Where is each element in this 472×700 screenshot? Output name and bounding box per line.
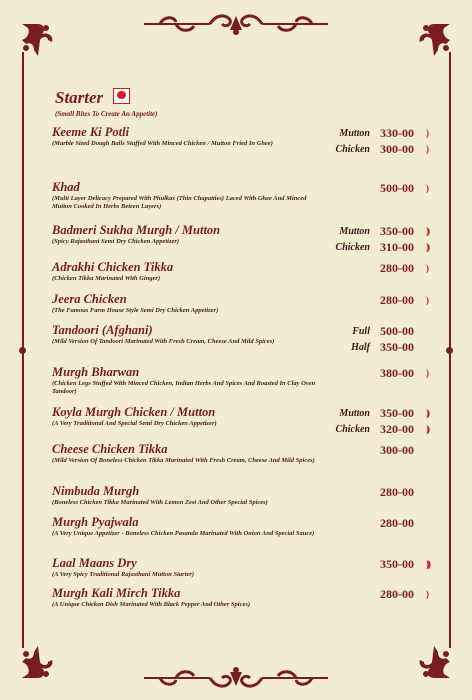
menu-item-description: (Boneless Chicken Tikka Marinated With Lemon Zest And Other Special Spices) — [52, 499, 268, 506]
menu-item — [52, 260, 440, 283]
menu-item — [52, 223, 440, 254]
menu-item — [52, 292, 440, 315]
menu-item-description: (Mild Version Of Boneless Chicken Tikka Marinated With Fresh Cream, Cheese And Mild Spices) — [52, 457, 315, 464]
price-variant: Mutton — [339, 127, 370, 139]
price-variant: Mutton — [339, 225, 370, 237]
menu-item — [52, 405, 440, 436]
price-value: 500-00 — [380, 323, 414, 338]
chili-icon: ) — [426, 295, 427, 305]
price-value: 280-00 — [380, 515, 414, 530]
menu-item-name: Koyla Murgh Chicken / Mutton — [52, 405, 216, 419]
menu-item — [52, 365, 440, 396]
price-value: 280-00 — [380, 586, 414, 601]
chili-icon: )) — [426, 226, 428, 236]
menu-item-name: Nimbuda Murgh — [52, 484, 140, 498]
price-variant: Full — [352, 325, 370, 337]
price-row — [351, 323, 440, 339]
price-value: 330-00 — [380, 125, 414, 140]
menu-item-prices — [380, 515, 440, 531]
menu-item-description: (Multi Layer Delicacy Prepared With Phulkas (Thin Chapatties) Laced With Ghee And Minced Mutton Cooked In Herbs Beteen Layers) — [52, 195, 307, 210]
price-variant: Mutton — [339, 407, 370, 419]
price-row — [336, 223, 440, 239]
menu-item-name: Badmeri Sukha Murgh / Mutton — [52, 223, 221, 237]
chili-icon: ) — [426, 368, 427, 378]
menu-item-prices — [336, 405, 440, 437]
price-row — [380, 484, 440, 500]
menu-item — [52, 125, 440, 156]
section-subtitle: (Small Bites To Create An Appetite) — [55, 110, 158, 118]
menu-item — [52, 484, 440, 507]
menu-item-prices — [380, 292, 440, 308]
menu-item-name: Murgh Pyajwala — [52, 515, 139, 529]
price-value: 350-00 — [380, 339, 414, 354]
price-variant: Chicken — [335, 241, 370, 253]
menu-item-description: (The Famous Farm House Style Semi Dry Chicken Appetizer) — [52, 307, 219, 314]
menu-item-name: Laal Maans Dry — [52, 556, 137, 570]
menu-item-description: (A Very Spicy Traditional Rajasthani Mutton Starter) — [52, 571, 195, 578]
chili-icon: ))) — [426, 559, 429, 569]
price-row — [351, 339, 440, 355]
non-veg-icon — [113, 88, 130, 104]
price-value: 280-00 — [380, 260, 414, 275]
chili-icon: )) — [426, 424, 428, 434]
menu-item-name: Tandoori (Afghani) — [52, 323, 153, 337]
menu-item-name: Murgh Kali Mirch Tikka — [52, 586, 181, 600]
price-value: 500-00 — [380, 180, 414, 195]
price-value: 300-00 — [380, 141, 414, 156]
price-row — [336, 125, 440, 141]
menu-item-name: Murgh Bharwan — [52, 365, 140, 379]
price-row — [336, 141, 440, 157]
menu-item — [52, 515, 440, 538]
menu-item-description: (Chicken Legs Stuffed With Minced Chicken, Indian Herbs And Spices And Roasted In Clay Oven Tandoor) — [52, 380, 316, 395]
price-value: 300-00 — [380, 442, 414, 457]
price-variant: Chicken — [335, 423, 370, 435]
price-row — [336, 239, 440, 255]
left-border-dot — [19, 347, 26, 354]
chili-icon: )) — [426, 408, 428, 418]
menu-item-prices — [380, 484, 440, 500]
price-row — [380, 180, 440, 196]
price-value: 280-00 — [380, 292, 414, 307]
menu-item-prices — [380, 586, 440, 602]
price-row — [336, 421, 440, 437]
section-title: Starter — [55, 88, 104, 107]
menu-item — [52, 556, 440, 579]
chili-icon: ) — [426, 144, 427, 154]
menu-item-name: Keeme Ki Potli — [52, 125, 130, 139]
price-variant: Half — [351, 341, 370, 353]
price-row — [380, 515, 440, 531]
menu-item-prices — [351, 323, 440, 355]
bottom-scroll-ornament-icon — [140, 664, 332, 692]
menu-item-prices — [380, 556, 440, 572]
top-right-fleur-corner-icon — [414, 20, 454, 60]
menu-item — [52, 180, 440, 211]
menu-item-prices — [380, 442, 440, 458]
menu-item-name: Khad — [52, 180, 80, 194]
menu-item-description: (Mild Version Of Tandoori Marinated With Fresh Cream, Cheese And Mild Spices) — [52, 338, 275, 345]
price-value: 350-00 — [380, 405, 414, 420]
menu-item-description: (A Unique Chicken Dish Marinated With Black Pepper And Other Spices) — [52, 601, 251, 608]
menu-item-prices — [380, 260, 440, 276]
price-value: 380-00 — [380, 365, 414, 380]
top-scroll-ornament-icon — [140, 10, 332, 38]
price-value: 350-00 — [380, 223, 414, 238]
menu-item-description: (A Very Unique Appetizer - Boneless Chicken Pasanda Marinated With Onion And Special Sauce) — [52, 530, 315, 537]
price-value: 320-00 — [380, 421, 414, 436]
chili-icon: ) — [426, 263, 427, 273]
menu-item-prices — [336, 125, 440, 157]
menu-item-description: (Marble Sized Dough Balls Stuffed With Minced Chicken / Mutton Fried In Ghee) — [52, 140, 273, 147]
price-row — [336, 405, 440, 421]
price-row — [380, 586, 440, 602]
menu-item-description: (Spicy Rajasthani Semi Dry Chicken Appetizer) — [52, 238, 180, 245]
menu-item-prices — [380, 365, 440, 381]
price-value: 350-00 — [380, 556, 414, 571]
price-row — [380, 556, 440, 572]
price-value: 310-00 — [380, 239, 414, 254]
menu-item-description: (Chicken Tikka Marinated With Ginger) — [52, 275, 161, 282]
menu-item-name: Adrakhi Chicken Tikka — [52, 260, 174, 274]
right-border-dot — [446, 347, 453, 354]
chili-icon: )) — [426, 242, 428, 252]
price-variant: Chicken — [335, 143, 370, 155]
menu-item-description: (A Very Traditional And Special Semi Dry Chicken Appetizer) — [52, 420, 217, 427]
bottom-left-fleur-corner-icon — [18, 642, 58, 682]
price-row — [380, 442, 440, 458]
price-row — [380, 365, 440, 381]
menu-item — [52, 586, 440, 609]
section-heading — [55, 88, 130, 108]
chili-icon: ) — [426, 183, 427, 193]
chili-icon: ) — [426, 128, 427, 138]
menu-item — [52, 442, 440, 465]
menu-item-prices — [380, 180, 440, 196]
menu-item-prices — [336, 223, 440, 255]
price-row — [380, 292, 440, 308]
chili-icon: ) — [426, 589, 427, 599]
price-row — [380, 260, 440, 276]
price-value: 280-00 — [380, 484, 414, 499]
bottom-right-fleur-corner-icon — [414, 642, 454, 682]
menu-item-name: Jeera Chicken — [52, 292, 127, 306]
menu-item-name: Cheese Chicken Tikka — [52, 442, 168, 456]
top-left-fleur-corner-icon — [18, 20, 58, 60]
menu-item — [52, 323, 440, 354]
